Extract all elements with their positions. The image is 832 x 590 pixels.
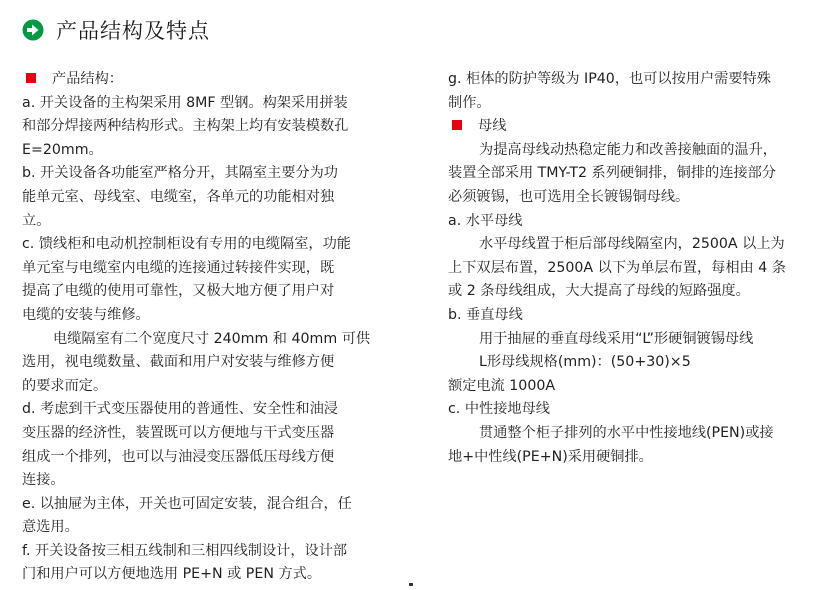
text-line — [448, 233, 804, 257]
line-text: 单元室与电缆室内电缆的连接通过转接件实现，既 — [22, 259, 335, 276]
line-text: 的要求而定。 — [22, 377, 108, 394]
text-line — [22, 375, 376, 399]
text-line — [448, 351, 804, 375]
line-text: 必须镀锡，也可选用全长镀锡铜母线。 — [448, 188, 690, 205]
page-marker — [409, 583, 413, 586]
section-heading — [22, 68, 376, 92]
section-title: 产品结构及特点 — [56, 19, 210, 43]
line-text: g. 柜体的防护等级为 IP40，也可以按用户需要特殊 — [448, 71, 771, 87]
text-line — [448, 162, 804, 186]
text-line — [448, 68, 804, 92]
section-header — [22, 14, 210, 46]
line-text: 制作。 — [448, 94, 491, 111]
line-text: 为提高母线动热稳定能力和改善接触面的温升， — [479, 141, 777, 158]
text-line — [448, 375, 804, 399]
line-text: 装置全部采用 TMY-T2 系列硬铜排，铜排的连接部分 — [448, 165, 776, 182]
text-line — [22, 115, 376, 139]
green-circle-arrow-icon — [22, 19, 44, 41]
line-text: 立。 — [22, 212, 51, 229]
line-text: 组成一个排列，也可以与油浸变压器低压母线方便 — [22, 448, 335, 465]
line-text: d. 考虑到干式变压器使用的普通性、安全性和油浸 — [22, 401, 338, 418]
line-text: 或 2 条母线组成，大大提高了母线的短路强度。 — [448, 283, 750, 300]
line-text: 电缆的安装与维修。 — [22, 306, 150, 323]
text-line — [448, 210, 804, 234]
text-line — [22, 210, 376, 234]
line-text: 意选用。 — [22, 519, 79, 536]
line-text: L形母线规格(mm)：(50+30)×5 — [479, 354, 691, 371]
line-text: 和部分焊接两种结构形式。主构架上均有安装模数孔 — [22, 118, 349, 135]
text-line — [22, 398, 376, 422]
line-text: 变压器的经济性，装置既可以方便地与干式变压器 — [22, 424, 335, 441]
text-line — [22, 516, 376, 540]
line-text: c. 中性接地母线 — [448, 401, 550, 418]
line-text: 电缆隔室有二个宽度尺寸 240mm 和 40mm 可供 — [53, 330, 371, 347]
line-text: 提高了电缆的使用可靠性，又极大地方便了用户对 — [22, 283, 335, 300]
line-text: 产品结构： — [52, 71, 123, 87]
text-line — [22, 469, 376, 493]
text-line — [448, 422, 804, 446]
text-line — [22, 92, 376, 116]
text-line — [22, 328, 376, 352]
text-line — [22, 540, 376, 564]
text-line — [448, 186, 804, 210]
line-text: 门和用户可以方便地选用 PE+N 或 PEN 方式。 — [22, 566, 322, 583]
left-column — [22, 68, 376, 587]
text-line — [448, 328, 804, 352]
text-line — [22, 493, 376, 517]
right-column — [448, 68, 804, 469]
text-line — [448, 446, 804, 470]
text-line — [22, 304, 376, 328]
line-text: E=20mm。 — [22, 141, 103, 158]
text-line — [448, 92, 804, 116]
text-line — [22, 233, 376, 257]
line-text: 母线 — [478, 118, 507, 135]
line-text: 连接。 — [22, 472, 65, 489]
line-text: 选用，视电缆数量、截面和用户对安装与维修方便 — [22, 354, 335, 371]
text-line — [22, 351, 376, 375]
line-text: 贯通整个柜子排列的水平中性接地线(PEN)或接 — [479, 424, 774, 441]
red-square-bullet-icon — [452, 120, 462, 130]
line-text: e. 以抽屉为主体，开关也可固定安装，混合组合，任 — [22, 495, 352, 512]
text-line — [22, 139, 376, 163]
line-text: 上下双层布置，2500A 以下为单层布置，每相由 4 条 — [448, 259, 786, 276]
line-text: 用于抽屉的垂直母线采用“L”形硬铜镀锡母线 — [479, 330, 754, 347]
text-line — [22, 422, 376, 446]
text-line — [22, 257, 376, 281]
line-text: 额定电流 1000A — [448, 377, 556, 394]
text-line — [448, 280, 804, 304]
text-line — [22, 186, 376, 210]
line-text: 水平母线置于柜后部母线隔室内，2500A 以上为 — [479, 236, 785, 253]
text-line — [448, 257, 804, 281]
text-line — [22, 563, 376, 587]
red-square-bullet-icon — [26, 73, 36, 83]
line-text: f. 开关设备按三相五线制和三相四线制设计，设计部 — [22, 542, 348, 559]
line-text: c. 馈线柜和电动机控制柜设有专用的电缆隔室，功能 — [22, 236, 351, 253]
line-text: b. 垂直母线 — [448, 306, 523, 323]
line-text: b. 开关设备各功能室严格分开，其隔室主要分为功 — [22, 165, 338, 182]
text-line — [22, 280, 376, 304]
text-line — [448, 398, 804, 422]
section-heading — [448, 115, 804, 139]
line-text: 地+中性线(PE+N)采用硬铜排。 — [448, 448, 653, 465]
line-text: a. 开关设备的主构架采用 8MF 型钢。构架采用拼装 — [22, 94, 348, 111]
line-text: a. 水平母线 — [448, 212, 523, 229]
text-line — [448, 304, 804, 328]
text-line — [22, 446, 376, 470]
text-line — [22, 162, 376, 186]
line-text: 能单元室、母线室、电缆室，各单元的功能相对独 — [22, 188, 335, 205]
text-line — [448, 139, 804, 163]
